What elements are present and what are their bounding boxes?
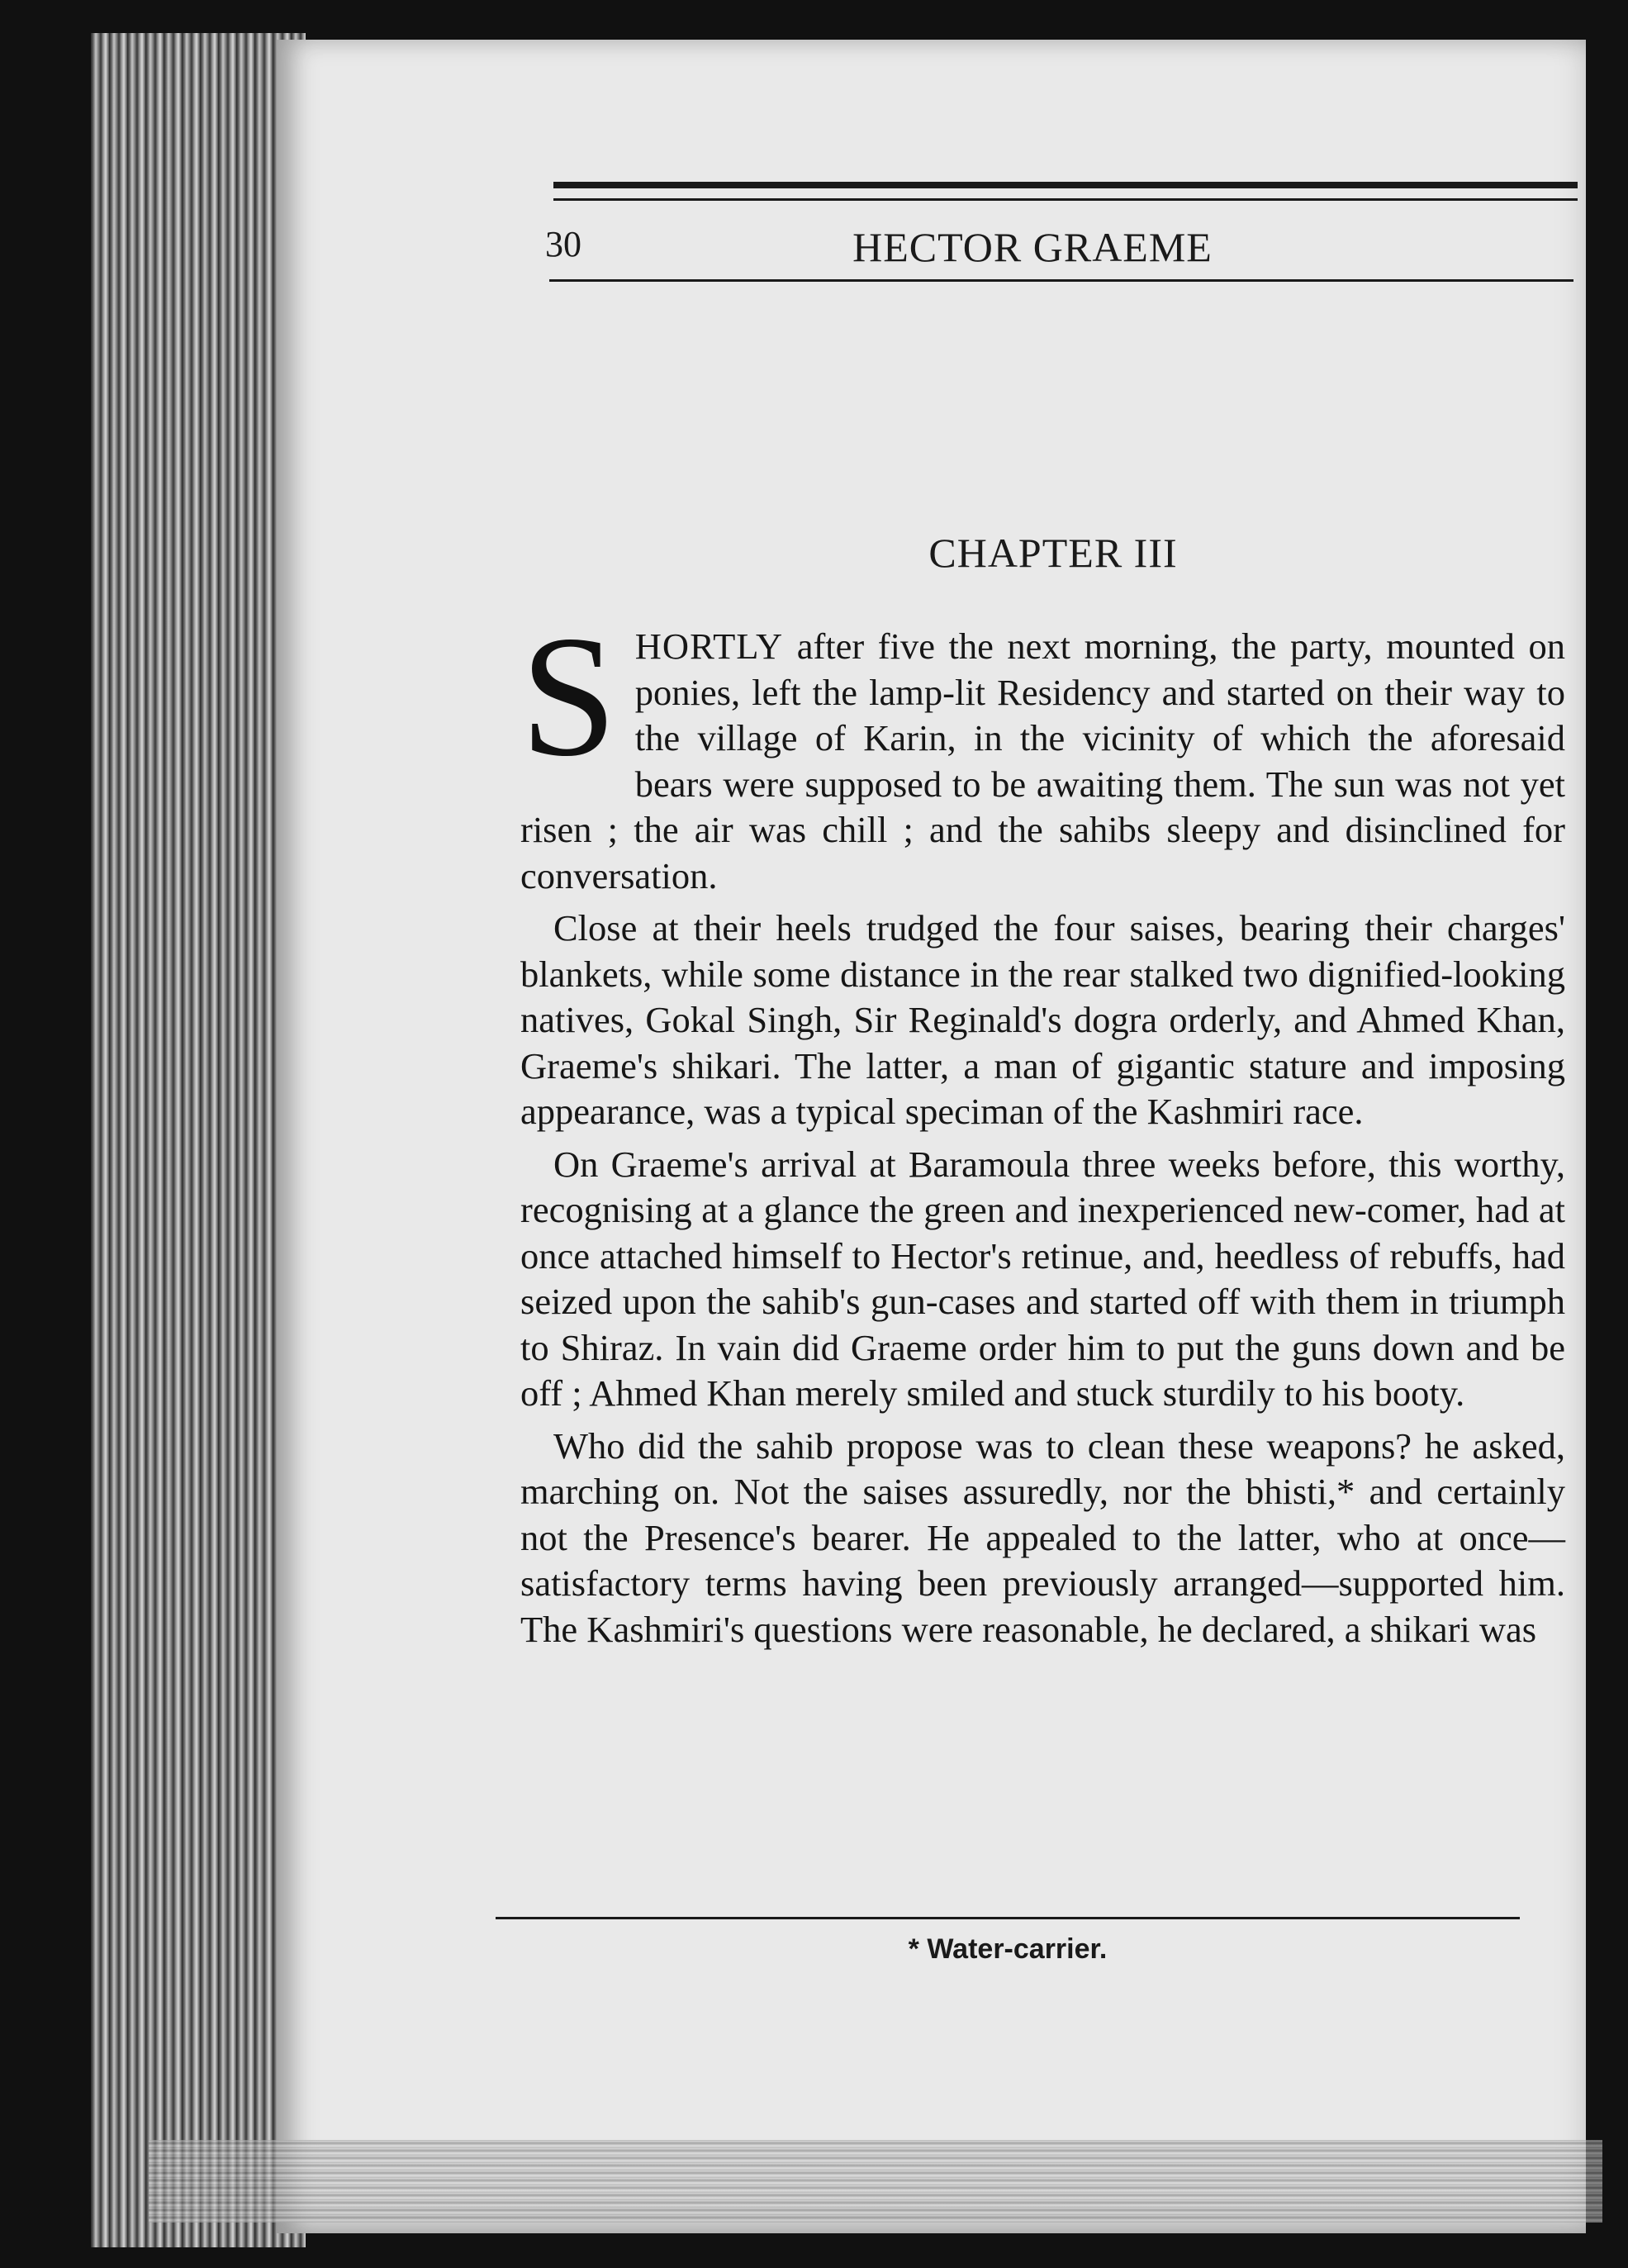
paragraph-3: On Graeme's arrival at Baramoula three weeks before, this worthy, recognising at a glance the green and inexperienced new-comer, had at once attached himself to Hector's retinue, and, heedless of rebuffs, had seized upon the sahib's gun-cases and started off with them in triumph to Shiraz. In vain did Graeme order him to put the guns down and be off ; Ahmed Khan merely smiled and stuck sturdily to his booty. [520, 1143, 1565, 1414]
paragraph-2: Close at their heels trudged the four saises, bearing their charges' blankets, while some distance in the rear stalked two dignified-looking natives, Gokal Singh, Sir Reginald's dogra orderly, and Ahmed Khan, Graeme's shikari. The latter, a man of gigantic stature and imposing appearance, was a typical speciman of the Kashmiri race. [520, 907, 1565, 1132]
header-rule-thin [553, 198, 1578, 201]
book-bottom-edge [149, 2140, 1602, 2223]
paragraph-1-text: after five the next morning, the party, mounted on ponies, left the lamp-lit Residency and started on their way to the village of Karin, in the vicinity of which the aforesaid bears were supposed to be awaiting them. The sun was not yet risen ; the air was chill ; and the sahibs sleepy and disinclined for conversation. [520, 625, 1565, 896]
running-head [545, 223, 1578, 281]
book-title: HECTOR GRAEME [852, 224, 1213, 270]
drop-cap: S [520, 601, 617, 792]
footnote-rule [496, 1917, 1520, 1919]
chapter-heading: CHAPTER III [928, 530, 1178, 576]
paragraph-1 [520, 601, 1565, 899]
page-number: 30 [545, 224, 581, 264]
chapter-body [520, 601, 1565, 1659]
lead-word: HORTLY [634, 625, 784, 667]
running-head-rule [549, 279, 1573, 282]
paragraph-4: Who did the sahib propose was to clean these weapons? he asked, marching on. Not the saises assuredly, nor the bhisti,* and certainly not the Presence's bearer. He appealed to the latter, who at once—satisfactory terms having been previously arranged—supported him. The Kashmiri's questions were reasonable, he declared, a shikari was [520, 1424, 1565, 1650]
footnote: * Water-carrier. [908, 1933, 1108, 1965]
book-page-edges [91, 33, 306, 2247]
header-rule-thick [553, 182, 1578, 188]
